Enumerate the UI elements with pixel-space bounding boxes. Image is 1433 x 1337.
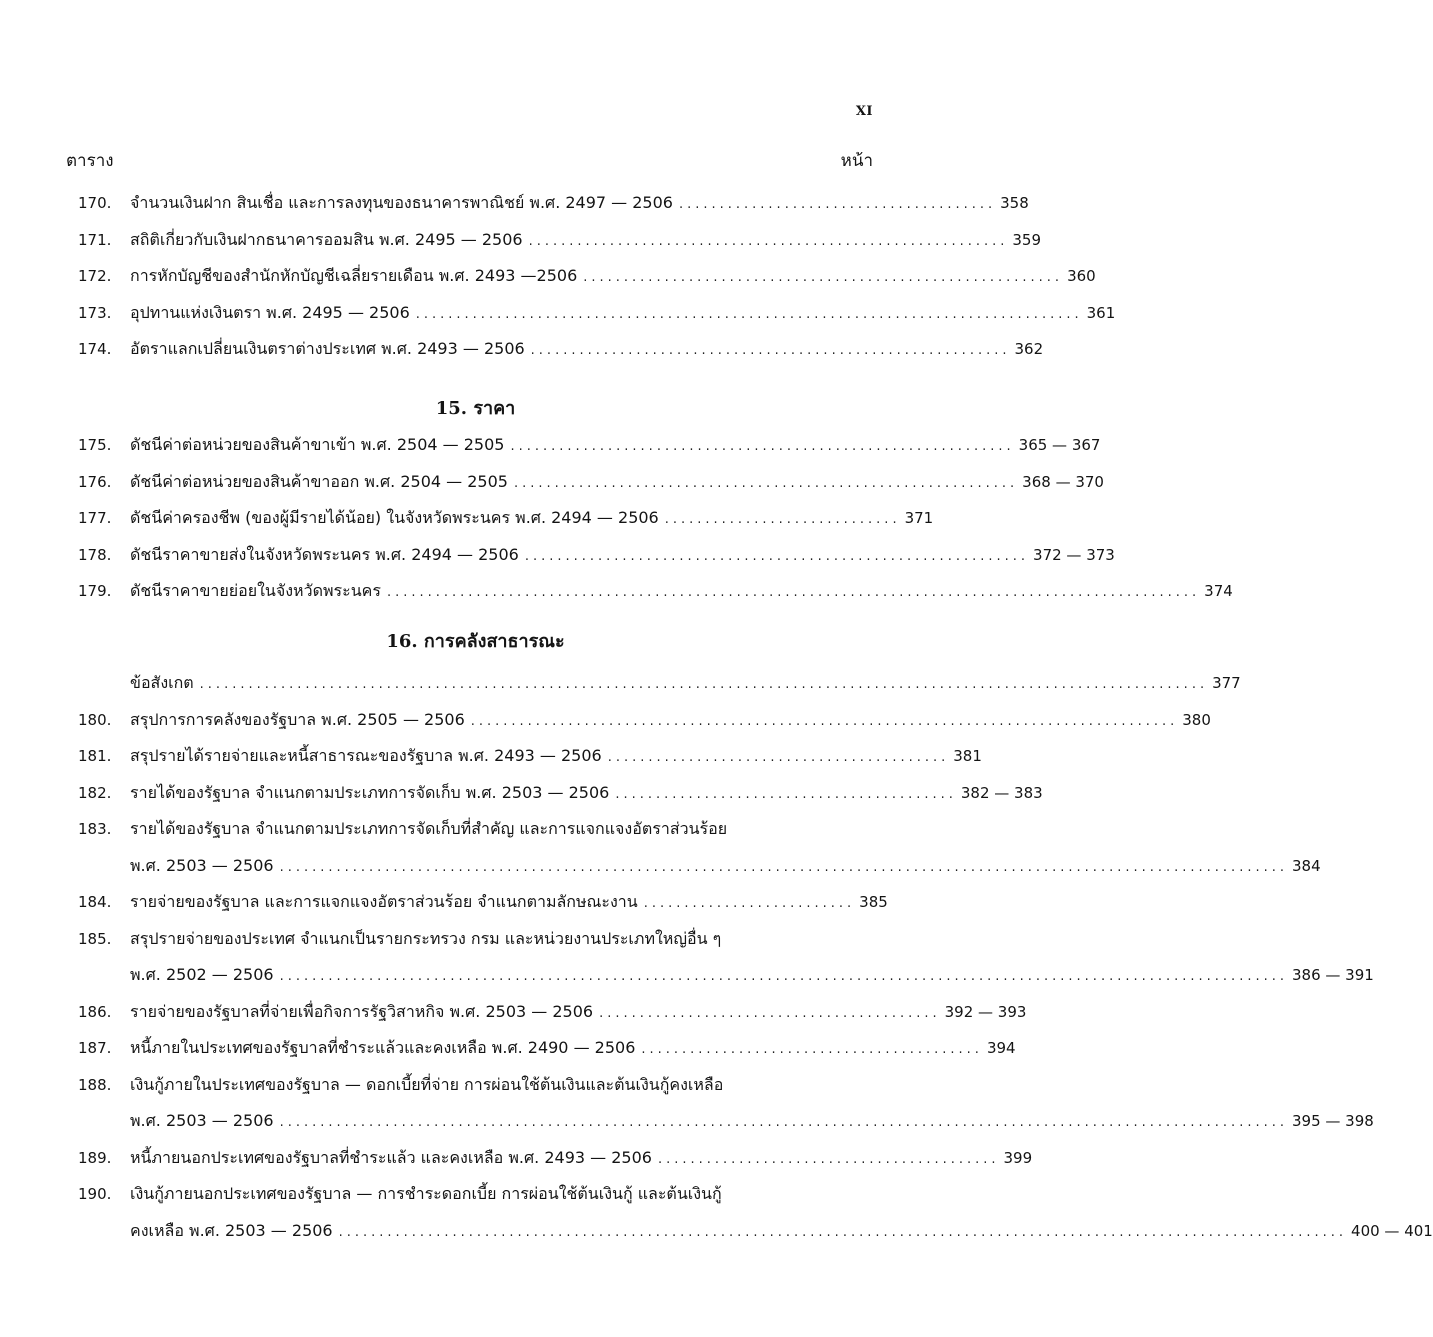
section-heading-prices: 15. ราคา <box>435 398 516 419</box>
entry-number: 176. <box>78 472 112 491</box>
entry-title: รายจ่ายของรัฐบาล และการแจกแจงอัตราส่วนร้อย จำแนกตามลักษณะงาน <box>130 892 638 911</box>
entry-title: ดัชนีค่าต่อหน่วยของสินค้าขาเข้า พ.ศ. 2504 — 2505 <box>130 435 505 454</box>
section-heading-public-finance: 16. การคลังสาธารณะ <box>386 631 565 652</box>
entry-title: อัตราแลกเปลี่ยนเงินตราต่างประเทศ พ.ศ. 2493 — 2506 <box>130 339 525 358</box>
entry-title: สรุปรายจ่ายของประเทศ จำแนกเป็นรายกระทรวง กรม และหน่วยงานประเภทใหญ่อื่น ๆ <box>130 928 722 948</box>
toc-entry <box>78 1140 1033 1177</box>
entry-number: 179. <box>78 582 112 600</box>
toc-entry <box>78 702 1211 739</box>
entry-title: ดัชนีค่าครองชีพ (ของผู้มีรายได้น้อย) ในจังหวัดพระนคร พ.ศ. 2494 — 2506 <box>130 508 659 527</box>
toc-group-prices <box>78 427 1233 610</box>
entry-title: เงินกู้ภายในประเทศของรัฐบาล — ดอกเบี้ยที่จ่าย การผ่อนใช้ต้นเงินและต้นเงินกู้คงเหลือ <box>130 1074 724 1094</box>
toc-entry <box>78 258 1096 295</box>
entry-number: 184. <box>78 893 112 911</box>
entry-number: 185. <box>78 929 112 948</box>
entry-number: 177. <box>78 509 112 527</box>
entry-page: 368 — 370 <box>1022 472 1104 491</box>
entry-page: 382 — 383 <box>960 783 1043 802</box>
entry-title: สรุปรายได้รายจ่ายและหนี้สาธารณะของรัฐบาล พ.ศ. 2493 — 2506 <box>130 746 602 765</box>
dot-leader: .................................................................................. <box>415 306 1083 322</box>
dot-leader: ....................................................................................... <box>470 713 1179 729</box>
entry-title: การหักบัญชีของสำนักหักบัญชีเฉลี่ยรายเดือน พ.ศ. 2493 —2506 <box>130 266 578 285</box>
entry-page: 362 <box>1014 340 1044 358</box>
toc-entry <box>78 464 1104 501</box>
entry-number: 178. <box>78 545 112 564</box>
dot-leader: .......................................... <box>607 750 950 765</box>
toc-entry <box>78 921 873 958</box>
entry-page: 381 <box>953 747 982 765</box>
entry-number: 188. <box>78 1075 112 1094</box>
page-number: XI <box>855 104 873 119</box>
entry-number: 172. <box>78 267 112 285</box>
column-header <box>66 147 873 174</box>
entry-number: 182. <box>78 783 112 802</box>
dot-leader: ............................................................................................................................ <box>338 1224 1348 1240</box>
toc-entry <box>78 185 1029 222</box>
dot-leader: ............................. <box>664 512 901 527</box>
entry-title: หนี้ภายในประเทศของรัฐบาลที่ชำระแล้วและคงเหลือ พ.ศ. 2490 — 2506 <box>130 1038 636 1057</box>
column-header-page: หน้า <box>840 151 873 171</box>
entry-title: รายได้ของรัฐบาล จำแนกตามประเภทการจัดเก็บ พ.ศ. 2503 — 2506 <box>130 782 610 802</box>
entry-number: 171. <box>78 230 112 249</box>
entry-page: 399 <box>1003 1148 1033 1167</box>
entry-title: ดัชนีราคาขายส่งในจังหวัดพระนคร พ.ศ. 2494 — 2506 <box>130 544 519 564</box>
entry-title: รายจ่ายของรัฐบาลที่จ่ายเพื่อกิจการรัฐวิสาหกิจ พ.ศ. 2503 — 2506 <box>130 1001 594 1021</box>
entry-number: 183. <box>78 820 112 838</box>
dot-leader: .................................................................................................... <box>386 585 1201 600</box>
entry-number: 180. <box>78 710 112 729</box>
entry-page: 361 <box>1086 303 1116 322</box>
entry-title-continued: พ.ศ. 2502 — 2506 <box>130 965 274 984</box>
dot-leader: ........................................................... <box>528 233 1009 249</box>
entry-page: 360 <box>1067 267 1096 285</box>
toc-group-public-finance <box>78 665 1433 1249</box>
entry-title-continued: พ.ศ. 2503 — 2506 <box>130 855 274 875</box>
entry-title-continued: พ.ศ. 2503 — 2506 <box>130 1111 274 1130</box>
toc-entry <box>78 775 1043 812</box>
entry-title: รายได้ของรัฐบาล จำแนกตามประเภทการจัดเก็บที่สำคัญ และการแจกแจงอัตราส่วนร้อย <box>130 819 728 838</box>
column-header-table: ตาราง <box>66 151 114 171</box>
dot-leader: .......................................... <box>615 786 957 802</box>
entry-number: 189. <box>78 1148 112 1167</box>
toc-entry <box>78 1030 1016 1067</box>
toc-entry <box>78 500 934 537</box>
toc-entry-continuation <box>78 957 1374 994</box>
entry-title: หนี้ภายนอกประเทศของรัฐบาลที่ชำระแล้ว และคงเหลือ พ.ศ. 2493 — 2506 <box>130 1147 652 1167</box>
entry-number: 174. <box>78 340 112 358</box>
toc-note-entry <box>78 665 1241 702</box>
dot-leader: .............................................................. <box>524 548 1030 564</box>
toc-entry <box>78 994 1027 1031</box>
entry-title-continued: คงเหลือ พ.ศ. 2503 — 2506 <box>130 1220 333 1240</box>
toc-entry <box>78 811 873 848</box>
dot-leader: .......................................... <box>599 1005 941 1021</box>
entry-title: ดัชนีราคาขายย่อยในจังหวัดพระนคร <box>130 581 381 600</box>
entry-number: 186. <box>78 1002 112 1021</box>
toc-entry-continuation <box>78 1103 1374 1140</box>
toc-entry <box>78 1176 873 1213</box>
dot-leader: .............................................................. <box>513 475 1019 491</box>
toc-entry-continuation <box>78 1213 1433 1250</box>
dot-leader: ............................................................................................................................ <box>199 677 1209 692</box>
dot-leader: ............................................................................................................................ <box>279 969 1288 984</box>
dot-leader: .......................... <box>643 896 856 911</box>
entry-page: 394 <box>986 1039 1016 1057</box>
toc-entry <box>78 573 1233 610</box>
entry-page: 392 — 393 <box>944 1002 1027 1021</box>
dot-leader: ....................................... <box>678 197 997 212</box>
entry-page: 359 <box>1012 230 1042 249</box>
entry-page: 400 — 401 <box>1351 1221 1433 1240</box>
toc-entry <box>78 427 1101 464</box>
toc-entry <box>78 222 1042 259</box>
entry-number: 170. <box>78 194 112 212</box>
entry-number: 187. <box>78 1039 112 1057</box>
toc-entry-continuation <box>78 848 1321 885</box>
dot-leader: ............................................................................................................................ <box>279 1115 1288 1130</box>
entry-page: 380 <box>1182 710 1211 729</box>
entry-page: 386 — 391 <box>1292 966 1374 984</box>
entry-title: ดัชนีค่าต่อหน่วยของสินค้าขาออก พ.ศ. 2504 — 2505 <box>130 471 508 491</box>
entry-title: สรุปการการคลังของรัฐบาล พ.ศ. 2505 — 2506 <box>130 709 465 729</box>
entry-number: 175. <box>78 436 112 454</box>
entry-page: 384 <box>1292 856 1321 875</box>
toc-entry <box>78 331 1044 368</box>
entry-page: 365 — 367 <box>1018 436 1101 454</box>
dot-leader: .......................................... <box>657 1151 1000 1167</box>
toc-entry <box>78 738 982 775</box>
dot-leader: ........................................................... <box>530 343 1011 358</box>
entry-page: 395 — 398 <box>1292 1112 1374 1130</box>
entry-page: 385 <box>859 893 888 911</box>
entry-page: 374 <box>1204 582 1233 600</box>
entry-page: 358 <box>1000 194 1029 212</box>
entry-number: 181. <box>78 747 112 765</box>
dot-leader: .......................................... <box>641 1042 983 1057</box>
entry-number: 173. <box>78 303 112 322</box>
entry-title: สถิติเกี่ยวกับเงินฝากธนาคารออมสิน พ.ศ. 2495 — 2506 <box>130 229 523 249</box>
entry-title: ข้อสังเกต <box>130 673 194 692</box>
entry-page: 371 <box>904 509 934 527</box>
toc-group-finance <box>78 185 1116 368</box>
entry-number: 190. <box>78 1185 112 1203</box>
toc-entry <box>78 295 1116 332</box>
toc-entry <box>78 537 1115 574</box>
entry-page: 377 <box>1212 674 1241 692</box>
toc-entry <box>78 1067 873 1104</box>
dot-leader: ............................................................................................................................ <box>279 859 1288 875</box>
toc-entry <box>78 884 888 921</box>
entry-title: อุปทานแห่งเงินตรา พ.ศ. 2495 — 2506 <box>130 302 410 322</box>
dot-leader: ........................................................... <box>583 270 1064 285</box>
entry-title: เงินกู้ภายนอกประเทศของรัฐบาล — การชำระดอกเบี้ย การผ่อนใช้ต้นเงินกู้ และต้นเงินกู้ <box>130 1184 722 1203</box>
entry-page: 372 — 373 <box>1033 545 1115 564</box>
entry-title: จำนวนเงินฝาก สินเชื่อ และการลงทุนของธนาคารพาณิชย์ พ.ศ. 2497 — 2506 <box>130 193 673 212</box>
dot-leader: .............................................................. <box>510 439 1015 454</box>
